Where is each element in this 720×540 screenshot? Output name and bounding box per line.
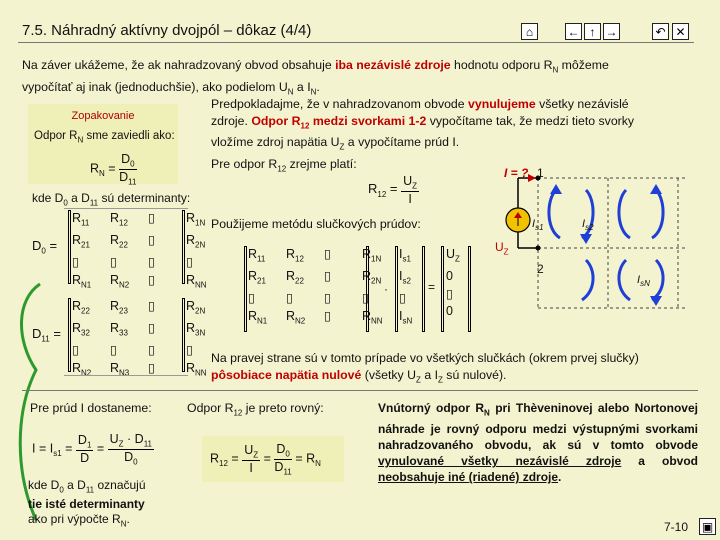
rhs-vector (446, 246, 460, 321)
system-matrix-left-bracket (244, 246, 247, 332)
vector-cell: ▯ (399, 291, 406, 305)
matrix-cell: $R_{2N}$ (186, 233, 206, 250)
matrix-cell: $R_{N1}$ (248, 308, 268, 325)
matrix-cell: $R_{2N}$ (362, 269, 382, 286)
matrix-cell: ▯ (324, 308, 331, 323)
equals-sign: = (428, 280, 436, 294)
matrix-cell: $R_{N2}$ (110, 272, 130, 289)
terminal-1-label: 1 (537, 166, 544, 180)
assumption-paragraph: Predpokladajme, že v nahradzovanom obvode vynulujeme všetky nezávislé zdroje. Odpor $R_{12}$ medzi svorkami 1-2 vypočítame tak, že medzi tieto svorky vložíme zdroj napätia $U_Z$ a vypočítame prúd I. Pre odpor $R_{12}$ zrejme platí: (211, 97, 635, 174)
vector-cell: $I_{s1}$ (399, 247, 411, 264)
matrix-cell: ▯ (324, 291, 331, 305)
matrix-cell: $R_{32}$ (72, 321, 90, 338)
vector-cell: $I_{sN}$ (399, 308, 413, 325)
matrix-cell: ▯ (72, 255, 79, 269)
matrix-cell: $R_{3N}$ (186, 321, 206, 338)
intro-paragraph: Na záver ukážeme, že ak nahradzovaný obvod obsahuje iba nezávislé zdroje hodnotu odporu $R_N$ môžeme vypočítať aj inak (jednoduchšie), ako podielom $U_N$ a $I_N$. (22, 58, 609, 97)
matrix-cell: ▯ (186, 343, 193, 357)
matrix-cell: $R_{23}$ (110, 299, 128, 316)
r12-result-formula: $R_{12}$ = $\frac{U_Z}{I}$ = $\frac{D_0}{D_{11}}$ = $R_N$ (210, 442, 321, 476)
matrix-cell: ▯ (148, 255, 155, 269)
undo-icon[interactable]: ↶ (652, 23, 669, 40)
matrix-cell: $R_{21}$ (248, 269, 266, 286)
loop-current-n-label: $I_{sN}$ (637, 274, 650, 289)
close-icon[interactable]: ✕ (672, 23, 689, 40)
loop-current-2-label: $I_{s2}$ (582, 218, 594, 233)
r12-result-box (202, 436, 344, 482)
vector-cell: $U_Z$ (446, 247, 460, 264)
matrix-cell: ▯ (324, 247, 331, 261)
matrix-cell: ▯ (110, 255, 117, 269)
matrix-cell: ▯ (148, 321, 155, 335)
terminal-2-label: 2 (537, 262, 544, 276)
r12-ratio-formula: $R_{12}$ = $\frac{U_Z}{I}$ (368, 174, 418, 206)
system-matrix (248, 246, 400, 330)
rhs-vector-right-bracket (468, 246, 471, 332)
vector-cell: ▯ (446, 286, 453, 301)
recap-formula: $R_N$ = $\frac{D_0}{D_{11}}$ (90, 152, 137, 186)
arrow-left-icon[interactable]: ← (565, 23, 582, 40)
matrix-row (248, 246, 400, 268)
matrix-cell: ▯ (148, 211, 155, 225)
matrix-cell: $R_{11}$ (248, 247, 266, 264)
home-icon[interactable]: ⌂ (521, 23, 538, 40)
matrix-row (248, 290, 400, 308)
matrix-cell: $R_{11}$ (72, 211, 90, 228)
matrix-row (248, 268, 400, 290)
matrix-cell: ▯ (148, 233, 155, 247)
matrix-cell: ▯ (110, 343, 117, 357)
d0-label: $D_0$ = (32, 238, 58, 256)
r12-label: Odpor $R_{12}$ je preto rovný: (187, 401, 324, 418)
matrix-cell: ▯ (186, 255, 193, 269)
title-divider (18, 42, 694, 43)
matrix-cell: $R_{NN}$ (186, 272, 207, 289)
arrow-right-icon[interactable]: → (603, 23, 620, 40)
arrow-up-icon[interactable]: ↑ (584, 23, 601, 40)
matrix-cell: ▯ (362, 291, 369, 305)
matrix-cell: $R_{12}$ (286, 247, 304, 264)
loop-method-text: Použijeme metódu slučkových prúdov: (211, 217, 421, 231)
current-vector (399, 246, 412, 330)
vector-cell: 0 (446, 269, 453, 283)
recap-box (28, 104, 178, 184)
matrix-cell: $R_{N1}$ (72, 272, 92, 289)
matrix-cell: $R_{1N}$ (186, 211, 206, 228)
circuit-diagram (490, 160, 700, 320)
page-title: 7.5. Náhradný aktívny dvojpól – dôkaz (4/4) (22, 22, 312, 39)
loop-current-1-label: $I_{s1}$ (532, 218, 544, 233)
current-unknown-label: I = ? (504, 166, 529, 180)
current-vector-right-bracket (422, 246, 425, 332)
matrix-cell: $R_{NN}$ (186, 360, 207, 377)
matrix-cell: $R_{22}$ (110, 233, 128, 250)
matrix-cell: ▯ (148, 272, 155, 287)
matrix-cell: $R_{N2}$ (72, 360, 92, 377)
page-number: 7-10 (664, 520, 689, 534)
recap-heading: Zopakovanie (71, 110, 135, 122)
conclusion-text: Vnútorný odpor $R_N$ pri Thèveninovej alebo Nortonovej náhrade je rovný odporu medzi výstupnými svorkami nahradzovaného obvodu, ak sú v tomto obvode vynulované všetky nezávislé zdroje a obvod neobsahuje iné (riadené) zdroje. (378, 401, 698, 485)
rhs-vector-left-bracket (441, 246, 444, 332)
matrix-cell: ▯ (148, 343, 155, 357)
matrix-row (248, 308, 400, 330)
matrix-cell: $R_{N2}$ (286, 308, 306, 325)
matrix-cell: $R_{22}$ (72, 299, 90, 316)
current-formula: $I = I_{s1}$ = $\frac{D_1}{D}$ = $\frac{U_Z \cdot D_{11}}{D_0}$ (32, 432, 153, 466)
multiply-dot: · (384, 282, 388, 296)
matrix-cell: $R_{21}$ (72, 233, 90, 250)
bottom-note: kde $D_0$ a $D_{11}$ označujú tie isté determinanty ako pri výpočte $R_N$. (28, 478, 146, 529)
vector-cell: $I_{s2}$ (399, 269, 411, 286)
matrix-cell: ▯ (248, 291, 255, 305)
determinants-note: kde $D_0$ a $D_{11}$ sú determinanty: (32, 191, 191, 208)
slide-end-icon[interactable]: ▣ (699, 518, 716, 535)
matrix-cell: ▯ (148, 360, 155, 375)
matrix-cell: $R_{NN}$ (362, 308, 383, 325)
matrix-cell: $R_{33}$ (110, 321, 128, 338)
matrix-cell: $R_{1N}$ (362, 247, 382, 264)
source-voltage-label: $U_Z$ (495, 240, 509, 257)
matrix-cell: $R_{12}$ (110, 211, 128, 228)
matrix-cell: $R_{2N}$ (186, 299, 206, 316)
current-label: Pre prúd I dostaneme: (30, 401, 152, 415)
rhs-note: Na pravej strane sú v tomto prípade vo všetkých slučkách (okrem prvej slučky) pôsobiace napätia nulové (všetky $U_Z$ a $I_Z$ sú nulové). (211, 351, 639, 384)
d11-label: $D_{11}$ = (32, 326, 61, 344)
section-divider (22, 390, 698, 391)
matrix-cell: $R_{22}$ (286, 269, 304, 286)
matrix-cell: ▯ (324, 269, 331, 283)
recap-text: Odpor $R_N$ sme zaviedli ako: (34, 130, 175, 145)
matrix-cell: $R_{N3}$ (110, 360, 130, 377)
matrices-frame (64, 208, 188, 376)
matrix-cell: ▯ (72, 343, 79, 357)
vector-cell: 0 (446, 304, 453, 318)
matrix-cell: ▯ (148, 299, 155, 313)
current-vector-left-bracket (395, 246, 398, 332)
matrix-cell: ▯ (286, 291, 293, 305)
